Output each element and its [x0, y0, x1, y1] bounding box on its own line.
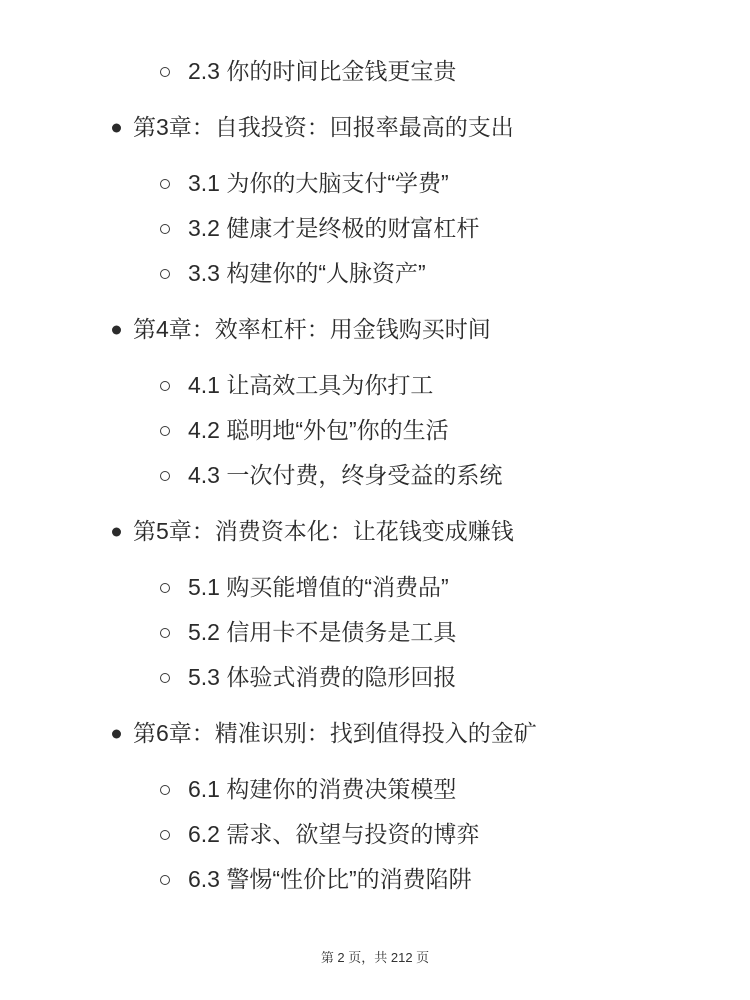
bullet-circle-icon [160, 269, 170, 279]
toc-subitem-text: 6.1 构建你的消费决策模型 [188, 776, 457, 802]
toc-chapter-title: 第5章：消费资本化：让花钱变成赚钱 [133, 518, 514, 544]
page-indicator: 第 2 页，共 212 页 [320, 950, 430, 965]
toc-subitem [0, 857, 750, 902]
toc-subitem-text: 4.3 一次付费，终身受益的系统 [188, 462, 503, 488]
bullet-circle-icon [160, 583, 170, 593]
toc-subitem-text: 3.3 构建你的“人脉资产” [188, 260, 426, 286]
toc-chapter [0, 509, 750, 554]
bullet-circle-icon [160, 875, 170, 885]
toc-subitem [0, 453, 750, 498]
toc-subitem-text: 3.1 为你的大脑支付“学费” [188, 170, 449, 196]
toc-chapter [0, 105, 750, 150]
toc-subitem-text: 2.3 你的时间比金钱更宝贵 [188, 58, 457, 84]
toc-subitem-text: 3.2 健康才是终极的财富杠杆 [188, 215, 480, 241]
toc-subitem-text: 6.3 警惕“性价比”的消费陷阱 [188, 866, 472, 892]
toc-subitem [0, 767, 750, 812]
toc-subitem-text: 5.1 购买能增值的“消费品” [188, 574, 449, 600]
bullet-circle-icon [160, 673, 170, 683]
toc-subitem [0, 408, 750, 453]
toc-subitem [0, 363, 750, 408]
toc-subitem-text: 5.3 体验式消费的隐形回报 [188, 664, 457, 690]
toc-subitem-text: 4.2 聪明地“外包”你的生活 [188, 417, 449, 443]
bullet-disc-icon [112, 527, 121, 536]
bullet-circle-icon [160, 426, 170, 436]
toc-chapter-title: 第3章：自我投资：回报率最高的支出 [133, 114, 514, 140]
bullet-circle-icon [160, 471, 170, 481]
bullet-disc-icon [112, 325, 121, 334]
toc-chapter [0, 711, 750, 756]
toc-subitem-text: 6.2 需求、欲望与投资的博弈 [188, 821, 480, 847]
toc-subitem [0, 161, 750, 206]
toc-subitem [0, 49, 750, 94]
toc-chapter-title: 第4章：效率杠杆：用金钱购买时间 [133, 316, 491, 342]
bullet-circle-icon [160, 67, 170, 77]
bullet-circle-icon [160, 381, 170, 391]
bullet-circle-icon [160, 628, 170, 638]
bullet-circle-icon [160, 830, 170, 840]
toc-subitem-text: 5.2 信用卡不是债务是工具 [188, 619, 457, 645]
bullet-disc-icon [112, 123, 121, 132]
toc-subitem [0, 206, 750, 251]
toc-subitem-text: 4.1 让高效工具为你打工 [188, 372, 434, 398]
toc-subitem [0, 565, 750, 610]
bullet-disc-icon [112, 729, 121, 738]
toc-subitem [0, 251, 750, 296]
toc-subitem [0, 812, 750, 857]
toc-subitem [0, 655, 750, 700]
toc-subitem [0, 610, 750, 655]
bullet-circle-icon [160, 785, 170, 795]
toc-chapter-title: 第6章：精准识别：找到值得投入的金矿 [133, 720, 537, 746]
toc-chapter [0, 307, 750, 352]
bullet-circle-icon [160, 179, 170, 189]
bullet-circle-icon [160, 224, 170, 234]
